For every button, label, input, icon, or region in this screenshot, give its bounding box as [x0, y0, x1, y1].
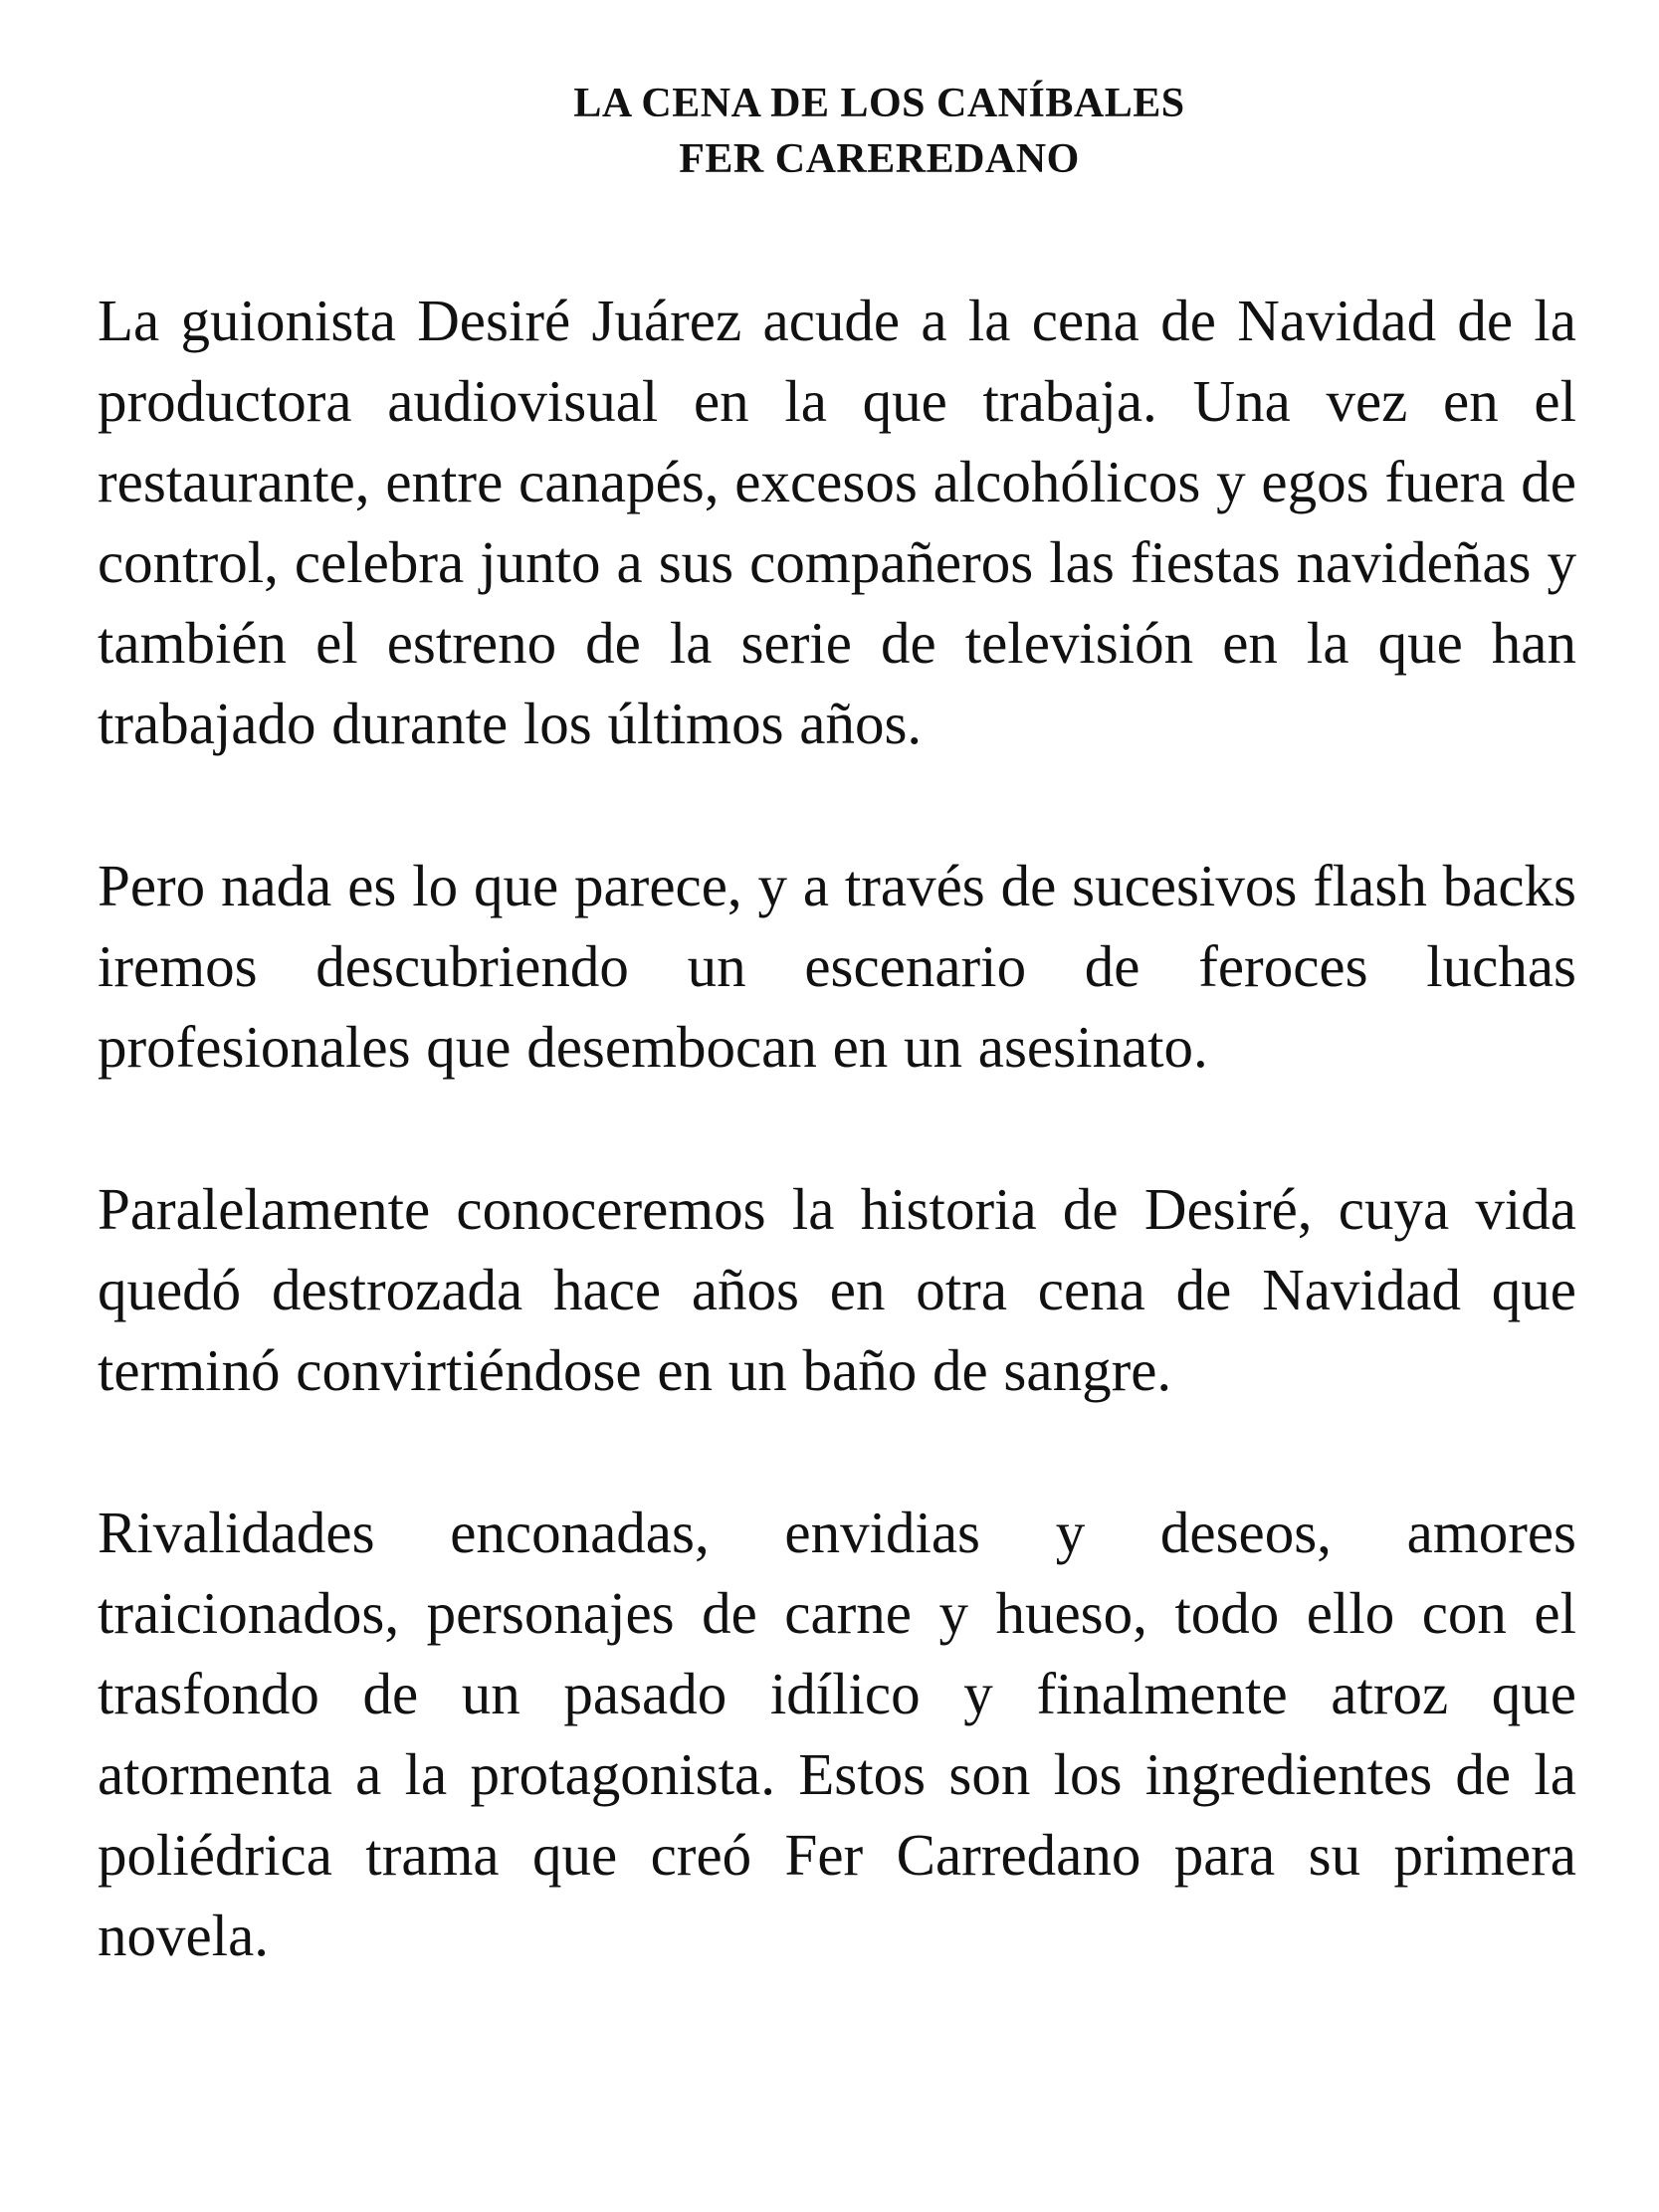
paragraph-1: La guionista Desiré Juárez acude a la cena de Navidad de la productora audiovisual en la que trabaja. Una vez en el restaurante, entre canapés, excesos alcohólicos y egos fuera de control, celebra junto a sus compañeros las fiestas navideñas y también el estreno de la serie de televisión en la que han trabajado durante los últimos años.: [98, 288, 1576, 756]
author-name: FER CAREREDANO: [679, 136, 1080, 182]
paragraph-4: Rivalidades enconadas, envidias y deseos, amores traicionados, personajes de carne y hueso, todo ello con el trasfondo de un pasado idílico y finalmente atroz que atormenta a la protagonista. Estos son los ingredientes de la poliédrica trama que creó Fer Carredano para su primera novela.: [98, 1500, 1576, 1968]
paragraph-3: Paralelamente conoceremos la historia de Desiré, cuya vida quedó destrozada hace años en otra cena de Navidad que terminó convirtiéndose en un baño de sangre.: [98, 1176, 1576, 1403]
document-header: [50, 76, 1659, 187]
synopsis-body: [98, 281, 1576, 1976]
paragraph-2: Pero nada es lo que parece, y a través de sucesivos flash backs iremos descubriendo un escenario de feroces luchas profesionales que desembocan en un asesinato.: [98, 853, 1576, 1080]
book-title: LA CENA DE LOS CANÍBALES: [573, 81, 1185, 126]
